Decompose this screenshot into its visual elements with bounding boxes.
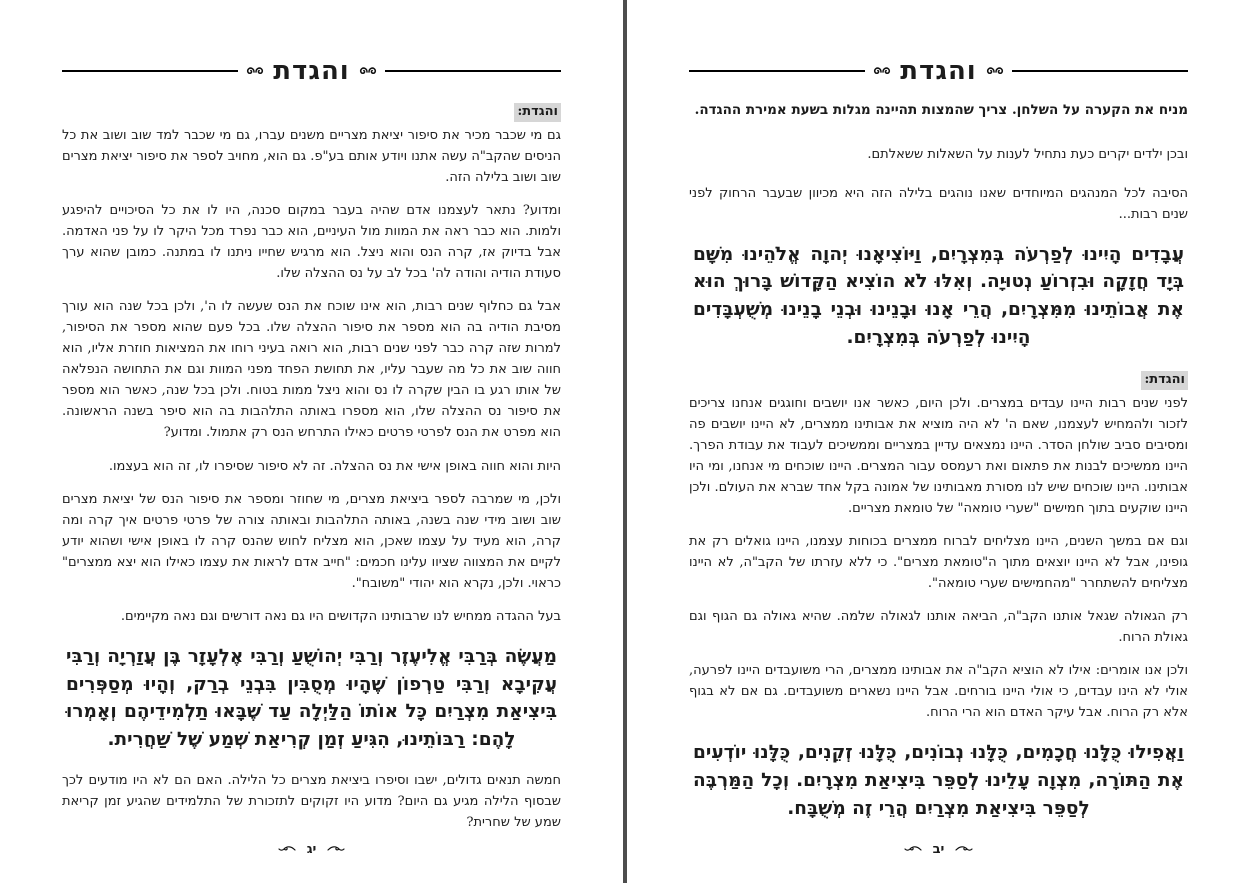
header-rule-right: [1012, 70, 1188, 72]
page-header: [62, 58, 561, 84]
page-right: [627, 0, 1250, 883]
intro-paragraph: הסיבה לכל המנהגים המיוחדים שאנו נוהגים בלילה הזה היא מכיוון שבעבר הרחוק לפני שנים רבות...: [689, 185, 1188, 222]
page-footer: [627, 842, 1250, 857]
page-number: יב: [932, 842, 945, 857]
liturgy-avadim-hayinu: עֲבָדִים הָיִינוּ לְפַרְעֹה בְּמִצְרָיִם, וַיּוֹצִיאָנוּ יְהוָה אֱלֹהֵינוּ מִשָּׁם בְּיָד חֲזָקָה וּבִזְרוֹעַ נְטוּיָה. וְאִלּוּ לֹא הוֹצִיא הַקָּדוֹשׁ בָּרוּךְ הוּא אֶת אֲבוֹתֵינוּ מִמִּצְרָיִם, הֲרֵי אָנוּ וּבָנֵינוּ וּבְנֵי בָנֵינוּ מְשֻׁעְבָּדִים הָיִינוּ לְפַרְעֹה בְּמִצְרָיִם.: [693, 243, 1184, 348]
commentary-paragraph: אבל גם כחלוף שנים רבות, הוא אינו שוכח את הנס שעשה לו ה', ולכן בכל שנה הוא עורך מסיבת הודיה בה הוא מספר את סיפור ההצלה שלו. בכל פעם שהוא מספר את הסיפור, למרות שזה קרה כבר לפני שנים רבות, הוא רואה בעיני רוחו את המציאות חוזרת אליו, הוא חווה שוב את כל מה שעבר עליו, את תחושת הפחד מפני המוות וגם את התחושה הנפלאה של אותו רגע בו הבין שקרה לו נס והוא ניצל ממות בטוח. ולכן בכל שנה, כאשר הוא מספר את סיפור נס ההצלה שלו, הוא מספרו באותה התלהבות בה הוא סיפר בשנה הראשונה. הוא מפרט את הנס לפרטי פרטים כאילו התרחש הנס רק אתמול. ומדוע?: [62, 299, 561, 441]
intro-paragraph: ובכן ילדים יקרים כעת נתחיל לענות על השאלות ששאלתם.: [867, 146, 1188, 162]
leaf-flourish-icon: [955, 845, 973, 854]
commentary-paragraph: ולכן אנו אומרים: אילו לא הוציא הקב"ה את אבותינו ממצרים, הרי משועבדים היינו לפרעה, אולי לא הינו עבדים, כי אולי היינו בורחים. אבל היינו נשארים משועבדים. גם אם לא בגוף אלא רק הרוח. אבל עיקר האדם הוא הרי הרוח.: [689, 663, 1188, 721]
commentary-paragraph: בעל ההגדה ממחיש לנו שרבותינו הקדושים היו גם נאה דורשים וגם נאה מקיימים.: [120, 608, 561, 624]
commentary-paragraph: ומדוע? נתאר לעצמנו אדם שהיה בעבר במקום סכנה, היו לו את כל הסיכויים להיפגע ולמות. הוא כבר ראה את המוות מול העיניים, הוא כבר נפרד מכל היקר לו על פני האדמה. אבל בדיוק אז, קרה הנס והוא ניצל. הוא מרגיש שחייו ניתנו לו במתנה. כמובן שהוא ערך סעודת הודיה והודה לה' בכל לב על נס ההצלה שלו.: [62, 202, 561, 282]
page-header: [689, 58, 1188, 84]
commentary-paragraph: גם מי שכבר מכיר את סיפור יציאת מצריים משנים עברו, גם מי שכבר למד שוב ושוב את כל הניסים שהקב"ה עשה אתנו ויודע אותם בע"פ. גם הוא, מחויב לספר את סיפור יציאת מצרים שוב ושוב בלילה הזה.: [62, 127, 561, 185]
header-rule-right: [385, 70, 561, 72]
leaf-flourish-icon: [904, 845, 922, 854]
leaf-flourish-icon: [327, 845, 345, 854]
commentary-paragraph: רק הגאולה שגאל אותנו הקב"ה, הביאה אותנו לגאולה שלמה. שהיא גאולה גם הגוף וגם גאולת הרוח.: [689, 609, 1188, 646]
scroll-flourish-icon: [353, 65, 383, 78]
page-title: והגדת: [900, 56, 977, 86]
scroll-flourish-icon: [980, 65, 1010, 78]
scroll-flourish-icon: [240, 65, 270, 78]
section-label-vehigadeta: והגדת:: [514, 103, 561, 122]
liturgy-veafilu-kulanu: וַאֲפִילוּ כֻּלָּנוּ חֲכָמִים, כֻּלָּנוּ נְבוֹנִים, כֻּלָּנוּ זְקֵנִים, כֻּלָּנוּ יוֹדְעִים אֶת הַתּוֹרָה, מִצְוָה עָלֵינוּ לְסַפֵּר בִּיצִיאַת מִצְרָיִם. וְכָל הַמַּרְבֶּה לְסַפֵּר בִּיצִיאַת מִצְרַיִם הֲרֵי זֶה מְשֻׁבָּח.: [693, 742, 1184, 819]
commentary-paragraph: לפני שנים רבות היינו עבדים במצרים. ולכן היום, כאשר אנו יושבים וחוגגים אנחנו צריכים לזכור ולהמחיש לעצמנו, שאם ה' לא היה מוציא את אבותינו ממצרים, לא היינו יושבים פה ומסיבים סביב שולחן הסדר. היינו נמצאים עדיין במצריים וממשיכים לעבוד את עבודת הפרך. היינו ממשיכים לבנות את פתאום ואת רעמסס עבור המצרים. היינו שוכחים מי אנחנו, ומי היו אבותינו. היינו שוכחים שיש לנו מסורת מאבותינו של אמונה בקל אחד שברא את העולם. ולכן היינו שוקעים בתוך חמישים "שערי טומאה" של טומאת מצריים.: [689, 395, 1188, 516]
page-title: והגדת: [273, 56, 350, 86]
header-rule-left: [62, 70, 238, 72]
commentary-paragraph: ולכן, מי שמרבה לספר ביציאת מצרים, מי שחוזר ומספר את סיפור הנס של יציאת מצרים שוב ושוב מידי שנה בשנה, באותה התלהבות ובאותה צורה של פרטי פרטים איך קרה ומה קרה, הוא מעיד על עצמו שאכן, הוא מצליח לחוש שהנס קרה לו באופן אישי ושהוא יודע לקיים את המצווה שציוו עלינו חכמים: "חייב אדם לראות את עצמו כאילו הוא יצא ממצרים" כראוי. ולכן, נקרא הוא יהודי "משובח".: [62, 491, 561, 591]
liturgy-maaseh-berabbi-eliezer: מַעֲשֶׂה בְּרַבִּי אֱלִיעֶזֶר וְרַבִּי יְהוֹשֻׁעַ וְרַבִּי אֶלְעָזָר בֶּן עֲזַרְיָה וְרַבִּי עֲקִיבָא וְרַבִּי טַרְפוֹן שֶׁהָיוּ מְסֻבִּין בִּבְנֵי בְרַק, וְהָיוּ מְסַפְּרִים בִּיצִיאַת מִצְרַיִם כָּל אוֹתוֹ הַלַּיְלָה עַד שֶׁבָּאוּ תַלְמִידֵיהֶם וְאָמְרוּ לָהֶם: רַבּוֹתֵינוּ, הִגִּיעַ זְמַן קְרִיאַת שְׁמַע שֶׁל שַׁחֲרִית.: [66, 645, 557, 751]
section-label-vehigadeta: והגדת:: [1141, 371, 1188, 390]
page-number: יג: [306, 842, 317, 857]
commentary-paragraph: חמשה תנאים גדולים, ישבו וסיפרו ביציאת מצרים כל הלילה. האם הם לא היו מודעים לכך שבסוף הלילה מגיע גם היום? מדוע היו זקוקים לתזכורת של התלמידים שהגיע זמן קריאת שמע של שחרית?: [62, 772, 561, 830]
commentary-paragraph: וגם אם במשך השנים, היינו מצליחים לברוח ממצרים בכוחות עצמנו, היינו גואלים רק את גופינו, אבל לא היינו יוצאים מתוך ה"טומאת מצרים". כי ללא עזרתו של הקב"ה, לא היינו מצליחים להשתחרר "מהחמישים שערי טומאה".: [689, 533, 1188, 591]
scroll-flourish-icon: [867, 65, 897, 78]
page-footer: [0, 842, 623, 857]
leaf-flourish-icon: [278, 845, 296, 854]
page-left: [0, 0, 623, 883]
commentary-paragraph: היות והוא חווה באופן אישי את נס ההצלה. זה לא סיפור שסיפרו לו, זה הוא בעצמו.: [108, 458, 561, 474]
seder-instruction: מניח את הקערה על השלחן. צריך שהמצות תהיינה מגלות בשעת אמירת ההגדה.: [694, 102, 1188, 118]
header-rule-left: [689, 70, 865, 72]
